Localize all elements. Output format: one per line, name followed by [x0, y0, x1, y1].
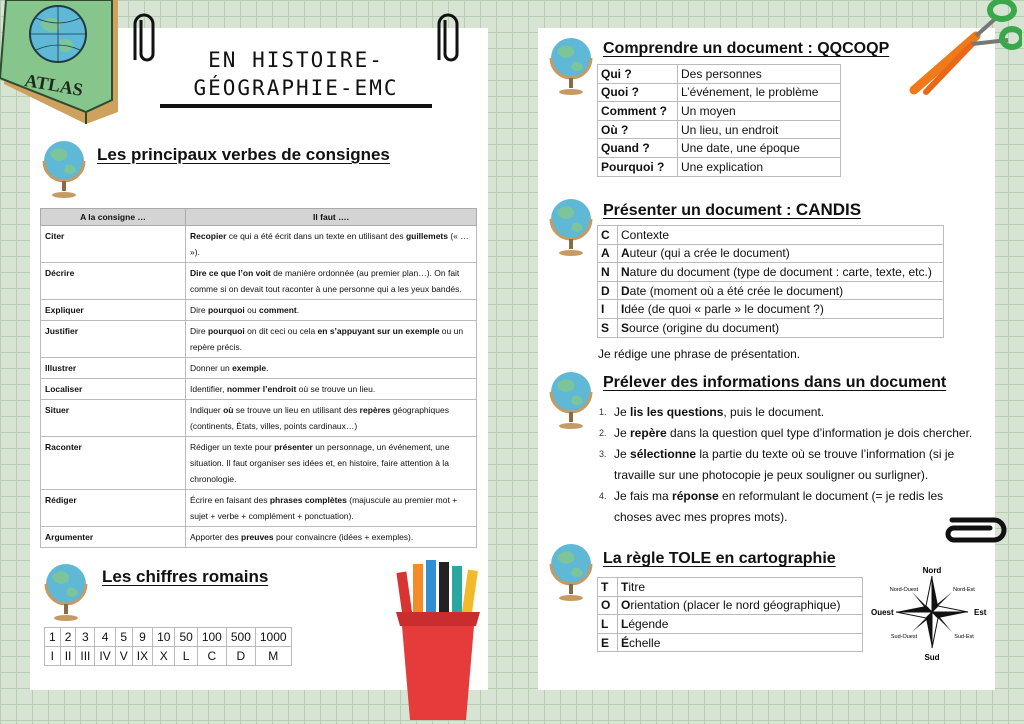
paperclip-icon: [132, 12, 162, 72]
bold-text: guillemets: [405, 231, 448, 241]
text-run: de manière ordonnée (au premier plan…). On fait comme si on devait tout raconter à une personne qui a les yeux bandés.: [190, 268, 462, 294]
letter-cell: S: [598, 318, 618, 337]
table-row: [41, 300, 477, 321]
meaning-cell: [618, 300, 944, 319]
text-run: Rédiger un texte pour: [190, 442, 275, 452]
text-run: ce qui a été écrit dans un texte en utilisant des: [226, 231, 406, 241]
text-run: (« … »).: [190, 231, 469, 257]
verbs-section-title: Les principaux verbes de consignes: [97, 145, 390, 164]
title-line-1: EN HISTOIRE-: [208, 48, 384, 72]
arabic-numeral-cell: 2: [60, 628, 76, 647]
meaning-rest: uteur (qui a crée le document): [629, 246, 790, 261]
meaning-rest: rientation (placer le nord géographique): [630, 598, 841, 613]
text-run: .: [296, 305, 300, 315]
table-row: [598, 281, 944, 300]
verb-cell: Justifier: [41, 321, 186, 358]
meaning-cell: [618, 633, 863, 652]
globe-icon: [545, 195, 601, 261]
arabic-numeral-cell: 500: [226, 628, 255, 647]
table-row: [598, 65, 841, 84]
meaning-initial: L: [621, 616, 629, 631]
bold-text: pourquoi: [207, 305, 245, 315]
meaning-cell: [618, 226, 944, 245]
meaning-cell: [618, 281, 944, 300]
verb-cell: Expliquer: [41, 300, 186, 321]
roman-numeral-cell: IX: [132, 647, 152, 666]
question-cell: Qui ?: [598, 65, 678, 84]
globe-icon: [545, 540, 601, 606]
compass-rose-icon: [870, 564, 990, 662]
roman-row: [45, 647, 292, 666]
compass-southwest: Sud-Ouest: [890, 634, 918, 640]
paperclip-icon: [934, 512, 1008, 552]
compass-northwest: Nord-Ouest: [889, 587, 919, 593]
text-run: Je: [614, 447, 631, 461]
scissors-illustration: [906, 0, 1022, 96]
page-title: [160, 46, 432, 102]
answer-cell: Une date, une époque: [678, 139, 841, 158]
instruction-cell: [186, 437, 477, 490]
question-cell: Où ?: [598, 120, 678, 139]
arabic-numeral-cell: 1: [45, 628, 61, 647]
answer-cell: Un lieu, un endroit: [678, 120, 841, 139]
table-row: [41, 437, 477, 490]
roman-numeral-cell: V: [115, 647, 132, 666]
instruction-cell: [186, 490, 477, 527]
atlas-book-illustration: [0, 0, 120, 128]
text-run: Identifier,: [190, 384, 227, 394]
meaning-initial: A: [621, 246, 630, 261]
question-cell: Quand ?: [598, 139, 678, 158]
answer-cell: Un moyen: [678, 102, 841, 121]
globe-icon: [545, 34, 601, 100]
text-run: la partie du texte où se trouve l’information (si je travaille sur une photocopie je peux souligner ou surligner).: [614, 447, 955, 482]
meaning-cell: [618, 615, 863, 634]
atlas-label: ATLAS: [23, 70, 85, 100]
letter-cell: E: [598, 633, 618, 652]
roman-numeral-cell: M: [255, 647, 291, 666]
roman-numeral-cell: II: [60, 647, 76, 666]
verb-cell: Décrire: [41, 263, 186, 300]
text-run: Apporter des: [190, 532, 242, 542]
meaning-rest: ate (moment où a été crée le document): [629, 283, 844, 298]
verb-cell: Raconter: [41, 437, 186, 490]
verbs-col-header: A la consigne …: [41, 209, 186, 226]
verb-cell: Citer: [41, 226, 186, 263]
meaning-initial: I: [621, 302, 625, 317]
text-run: (majuscule au premier mot + sujet + verbe + complément + ponctuation).: [190, 495, 458, 521]
compass-northeast: Nord-Est: [953, 587, 975, 593]
bold-text: présenter: [274, 442, 313, 452]
text-run: Je fais ma: [614, 489, 673, 503]
paperclip-icon: [436, 12, 466, 72]
meaning-initial: T: [621, 579, 629, 594]
letter-cell: N: [598, 263, 618, 282]
bold-text: où: [223, 405, 234, 415]
candis-section-title: [603, 200, 861, 220]
table-row: [41, 379, 477, 400]
candis-table: [597, 225, 944, 338]
bold-text: preuves: [241, 532, 274, 542]
table-row: [598, 139, 841, 158]
table-row: [598, 596, 863, 615]
text-run: où se trouve un lieu.: [296, 384, 376, 394]
text-run: pour convaincre (idées + exemples).: [273, 532, 414, 542]
question-cell: Quoi ?: [598, 83, 678, 102]
roman-numeral-cell: D: [226, 647, 255, 666]
text-run: dans la question quel type d’information je dois chercher.: [666, 426, 973, 440]
arabic-numeral-cell: 1000: [255, 628, 291, 647]
letter-cell: I: [598, 300, 618, 319]
text-run: Dire: [190, 326, 208, 336]
verbs-col-header: Il faut ….: [186, 209, 477, 226]
arabic-row: [45, 628, 292, 647]
answer-cell: Des personnes: [678, 65, 841, 84]
bold-text: pourquoi: [207, 326, 245, 336]
bold-text: nommer l’endroit: [226, 384, 297, 394]
text-run: Dire: [190, 305, 208, 315]
table-row: [41, 226, 477, 263]
meaning-initial: É: [621, 635, 630, 650]
meaning-cell: [618, 318, 944, 337]
meaning-cell: [618, 263, 944, 282]
prelever-section-title: Prélever des informations dans un document: [603, 374, 947, 391]
bold-text: phrases complètes: [269, 495, 347, 505]
text-run: Je: [614, 426, 631, 440]
title-line-2: GÉOGRAPHIE-EMC: [193, 76, 399, 100]
bold-text: en s’appuyant sur un exemple: [317, 326, 440, 336]
roman-numerals-table: [44, 627, 292, 666]
meaning-initial: N: [621, 264, 630, 279]
letter-cell: A: [598, 244, 618, 263]
text-run: , puis le document.: [723, 405, 825, 419]
meaning-cell: [618, 578, 863, 597]
meaning-rest: ature du document (type de document : carte, texte, etc.): [629, 264, 932, 279]
instruction-cell: [186, 226, 477, 263]
text-run: Écrire en faisant des: [190, 495, 270, 505]
candis-title-acronym: CANDIS: [795, 200, 862, 219]
letter-cell: L: [598, 615, 618, 634]
text-run: en reformulant le document (= je redis les choses avec mes propres mots).: [614, 489, 944, 524]
instruction-cell: [186, 263, 477, 300]
instruction-cell: [186, 400, 477, 437]
text-run: géographiques (continents, États, villes, points cardinaux…): [190, 405, 449, 431]
meaning-initial: D: [621, 283, 630, 298]
globe-icon: [545, 368, 601, 434]
text-run: Je: [614, 405, 631, 419]
qqcoqp-section-title: Comprendre un document : QQCOQP: [603, 40, 890, 57]
letter-cell: D: [598, 281, 618, 300]
roman-numeral-cell: X: [153, 647, 175, 666]
table-row: [598, 102, 841, 121]
question-cell: Comment ?: [598, 102, 678, 121]
table-row: [41, 527, 477, 548]
table-row: [41, 490, 477, 527]
table-row: [598, 83, 841, 102]
compass-west: Ouest: [871, 608, 894, 617]
meaning-cell: [618, 244, 944, 263]
list-item: [599, 423, 979, 444]
prelever-steps-list: [599, 402, 979, 528]
roman-numeral-cell: IV: [95, 647, 115, 666]
candis-note: Je rédige une phrase de présentation.: [598, 347, 801, 361]
instruction-cell: [186, 527, 477, 548]
table-row: [598, 318, 944, 337]
pencil-cup-illustration: [396, 558, 480, 720]
roman-numeral-cell: C: [197, 647, 226, 666]
bold-text: Dire ce que l’on voit: [190, 268, 271, 278]
list-item: [599, 444, 979, 486]
meaning-cell: [618, 596, 863, 615]
table-row: [598, 226, 944, 245]
globe-icon: [38, 137, 94, 203]
table-row: [598, 578, 863, 597]
table-row: [41, 400, 477, 437]
instruction-cell: [186, 379, 477, 400]
compass-north: Nord: [922, 566, 942, 575]
meaning-rest: Contexte: [621, 227, 670, 242]
text-run: ou: [244, 305, 259, 315]
letter-cell: O: [598, 596, 618, 615]
table-row: [598, 300, 944, 319]
verb-cell: Illustrer: [41, 358, 186, 379]
table-row: [41, 321, 477, 358]
table-row: [598, 615, 863, 634]
candis-title-text: Présenter un document :: [603, 202, 796, 219]
verb-cell: Argumenter: [41, 527, 186, 548]
letter-cell: C: [598, 226, 618, 245]
table-row: [598, 157, 841, 176]
instruction-cell: [186, 321, 477, 358]
table-row: [598, 120, 841, 139]
meaning-initial: O: [621, 598, 631, 613]
text-run: .: [266, 363, 269, 373]
roman-numeral-cell: III: [76, 647, 95, 666]
bold-text: comment: [258, 305, 297, 315]
arabic-numeral-cell: 100: [197, 628, 226, 647]
meaning-rest: dée (de quoi « parle » le document ?): [624, 302, 824, 317]
letter-cell: T: [598, 578, 618, 597]
roman-numeral-cell: L: [175, 647, 197, 666]
arabic-numeral-cell: 3: [76, 628, 95, 647]
arabic-numeral-cell: 50: [175, 628, 197, 647]
tole-table: [597, 577, 863, 652]
text-run: Indiquer: [190, 405, 224, 415]
qqcoqp-table: [597, 64, 841, 177]
step-number: 3.: [599, 449, 607, 459]
table-row: [598, 633, 863, 652]
question-cell: Pourquoi ?: [598, 157, 678, 176]
compass-south: Sud: [924, 653, 940, 662]
text-run: se trouve un lieu en utilisant des: [233, 405, 360, 415]
text-run: ou un repère précis.: [190, 326, 464, 352]
bold-text: exemple: [232, 363, 267, 373]
instruction-cell: [186, 300, 477, 321]
bold-text: repères: [359, 405, 391, 415]
meaning-rest: égende: [628, 616, 669, 631]
table-row: [598, 263, 944, 282]
compass-east: Est: [974, 608, 987, 617]
verbs-table: [40, 208, 477, 548]
meaning-rest: ource (origine du document): [629, 320, 780, 335]
table-row: [41, 263, 477, 300]
arabic-numeral-cell: 10: [153, 628, 175, 647]
compass-southeast: Sud-Est: [954, 634, 974, 640]
bold-text: réponse: [672, 489, 719, 503]
bold-text: sélectionne: [630, 447, 697, 461]
table-row: [41, 358, 477, 379]
meaning-rest: chelle: [629, 635, 661, 650]
verb-cell: Situer: [41, 400, 186, 437]
bold-text: Recopier: [190, 231, 227, 241]
instruction-cell: [186, 358, 477, 379]
bold-text: lis les questions: [630, 405, 724, 419]
title-divider: [160, 104, 432, 108]
meaning-initial: S: [621, 320, 630, 335]
text-run: un personnage, un événement, une situation. Il faut organiser ses idées et, en histoire, faire attention à la chronologie.: [190, 442, 450, 484]
step-number: 1.: [599, 407, 607, 417]
meaning-rest: itre: [628, 579, 646, 594]
answer-cell: Une explication: [678, 157, 841, 176]
table-row: [598, 244, 944, 263]
globe-icon: [40, 560, 96, 626]
roman-numeral-cell: I: [45, 647, 61, 666]
arabic-numeral-cell: 5: [115, 628, 132, 647]
verb-cell: Localiser: [41, 379, 186, 400]
answer-cell: L’événement, le problème: [678, 83, 841, 102]
text-run: Donner un: [190, 363, 233, 373]
step-number: 2.: [599, 428, 607, 438]
list-item: [599, 486, 979, 528]
bold-text: repère: [630, 426, 667, 440]
verb-cell: Rédiger: [41, 490, 186, 527]
arabic-numeral-cell: 4: [95, 628, 115, 647]
tole-section-title: La règle TOLE en cartographie: [603, 550, 836, 567]
roman-section-title: Les chiffres romains: [102, 567, 269, 586]
text-run: on dit ceci ou cela: [244, 326, 318, 336]
step-number: 4.: [599, 491, 607, 501]
arabic-numeral-cell: 9: [132, 628, 152, 647]
list-item: [599, 402, 979, 423]
